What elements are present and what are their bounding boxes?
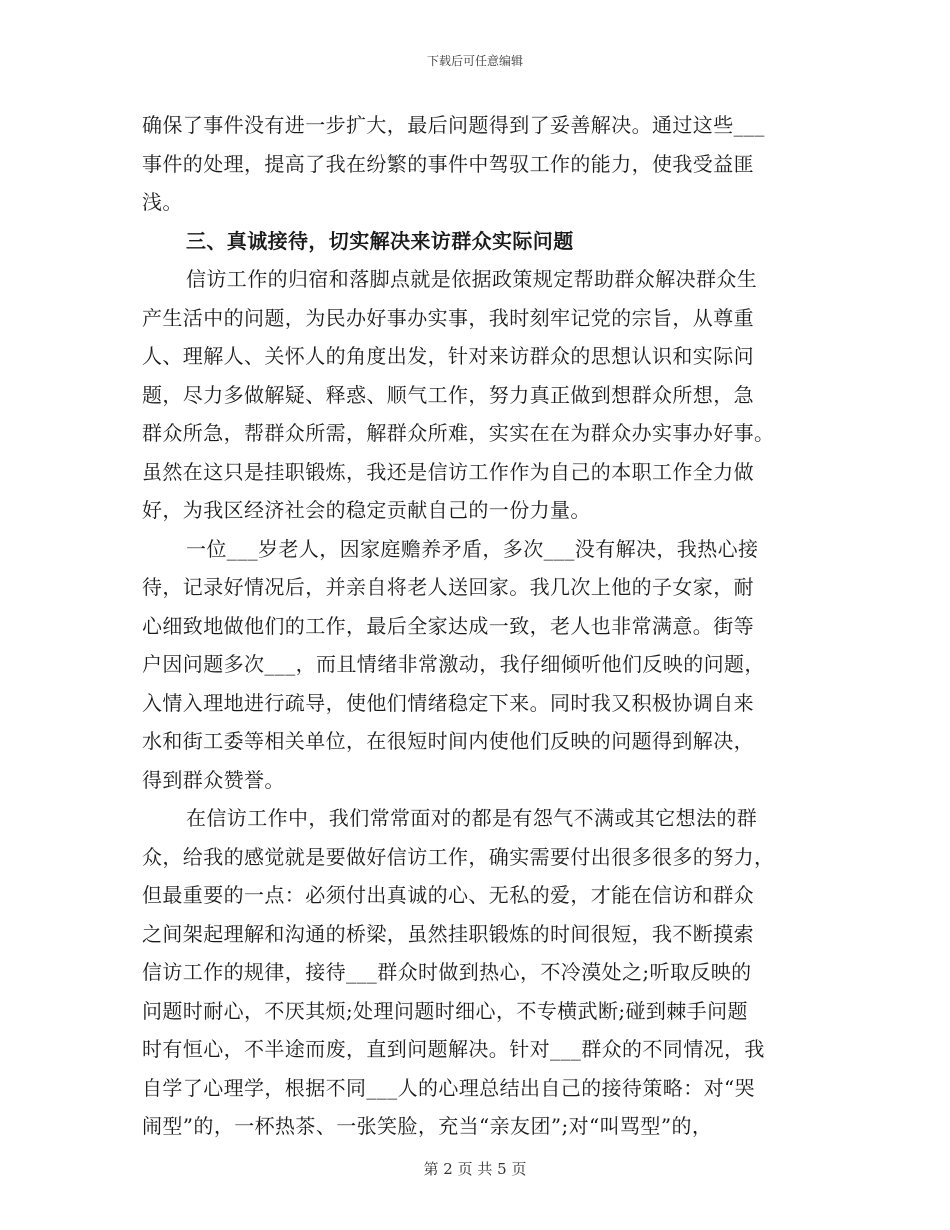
page-number: 第 2 页 共 5 页 xyxy=(423,1160,527,1178)
page-header: 下载后可任意编辑 xyxy=(426,54,523,68)
text-line: 户因问题多次___，而且情绪非常激动，我仔细倾听他们反映的问题， xyxy=(142,652,765,676)
text-line: 心细致地做他们的工作，最后全家达成一致，老人也非常满意。街等 xyxy=(142,613,754,638)
section-heading: 三、真诚接待，切实解决来访群众实际问题 xyxy=(186,228,574,253)
text-line: 产生活中的问题，为民办好事办实事，我时刻牢记党的宗旨，从尊重 xyxy=(142,305,754,330)
text-line: 虽然在这只是挂职锻炼，我还是信访工作作为自己的本职工作全力做 xyxy=(142,459,754,484)
text-line: 众，给我的感觉就是要做好信访工作，确实需要付出很多很多的努力， xyxy=(142,844,775,869)
text-line: 入情入理地进行疏导，使他们情绪稳定下来。同时我又积极协调自来 xyxy=(142,690,754,715)
text-line: 但最重要的一点：必须付出真诚的心、无私的爱，才能在信访和群众 xyxy=(142,883,754,907)
text-line: 在信访工作中，我们常常面对的都是有怨气不满或其它想法的群 xyxy=(186,806,758,830)
text-line: 好，为我区经济社会的稳定贡献自己的一份力量。 xyxy=(142,498,591,522)
text-line: 信访工作的规律，接待___群众时做到热心，不冷漠处之;听取反映的 xyxy=(142,960,752,984)
text-line: 事件的处理，提高了我在纷繁的事件中驾驭工作的能力，使我受益匪 xyxy=(142,151,754,176)
text-line: 题，尽力多做解疑、释惑、顺气工作，努力真正做到想群众所想，急 xyxy=(142,382,754,407)
text-line: 得到群众赞誉。 xyxy=(142,767,285,792)
text-line: 待，记录好情况后，并亲自将老人送回家。我几次上他的子女家，耐 xyxy=(142,575,754,599)
text-line: 信访工作的归宿和落脚点就是依据政策规定帮助群众解决群众生 xyxy=(186,267,758,291)
text-line: 群众所急，帮群众所需，解群众所难，实实在在为群众办实事办好事。 xyxy=(142,421,775,445)
text-line: 确保了事件没有进一步扩大，最后问题得到了妥善解决。通过这些___ xyxy=(142,113,765,137)
text-line: 自学了心理学，根据不同___人的心理总结出自己的接待策略：对“哭 xyxy=(142,1075,756,1100)
document-body xyxy=(142,106,808,1146)
text-line: 人、理解人、关怀人的角度出发，针对来访群众的思想认识和实际问 xyxy=(142,344,754,368)
text-line: 水和街工委等相关单位，在很短时间内使他们反映的问题得到解决， xyxy=(142,729,754,753)
text-line: 浅。 xyxy=(142,190,183,214)
text-line: 一位___岁老人，因家庭赡养矛盾，多次___没有解决，我热心接 xyxy=(186,536,759,561)
text-line: 问题时耐心，不厌其烦;处理问题时细心，不专横武断;碰到棘手问题 xyxy=(142,998,748,1023)
text-line: 闹型”的，一杯热茶、一张笑脸，充当“亲友团”;对“叫骂型”的， xyxy=(142,1114,713,1138)
text-line: 之间架起理解和沟通的桥梁，虽然挂职锻炼的时间很短，我不断摸索 xyxy=(142,921,754,946)
text-line: 时有恒心，不半途而废，直到问题解决。针对___群众的不同情况，我 xyxy=(142,1037,765,1061)
